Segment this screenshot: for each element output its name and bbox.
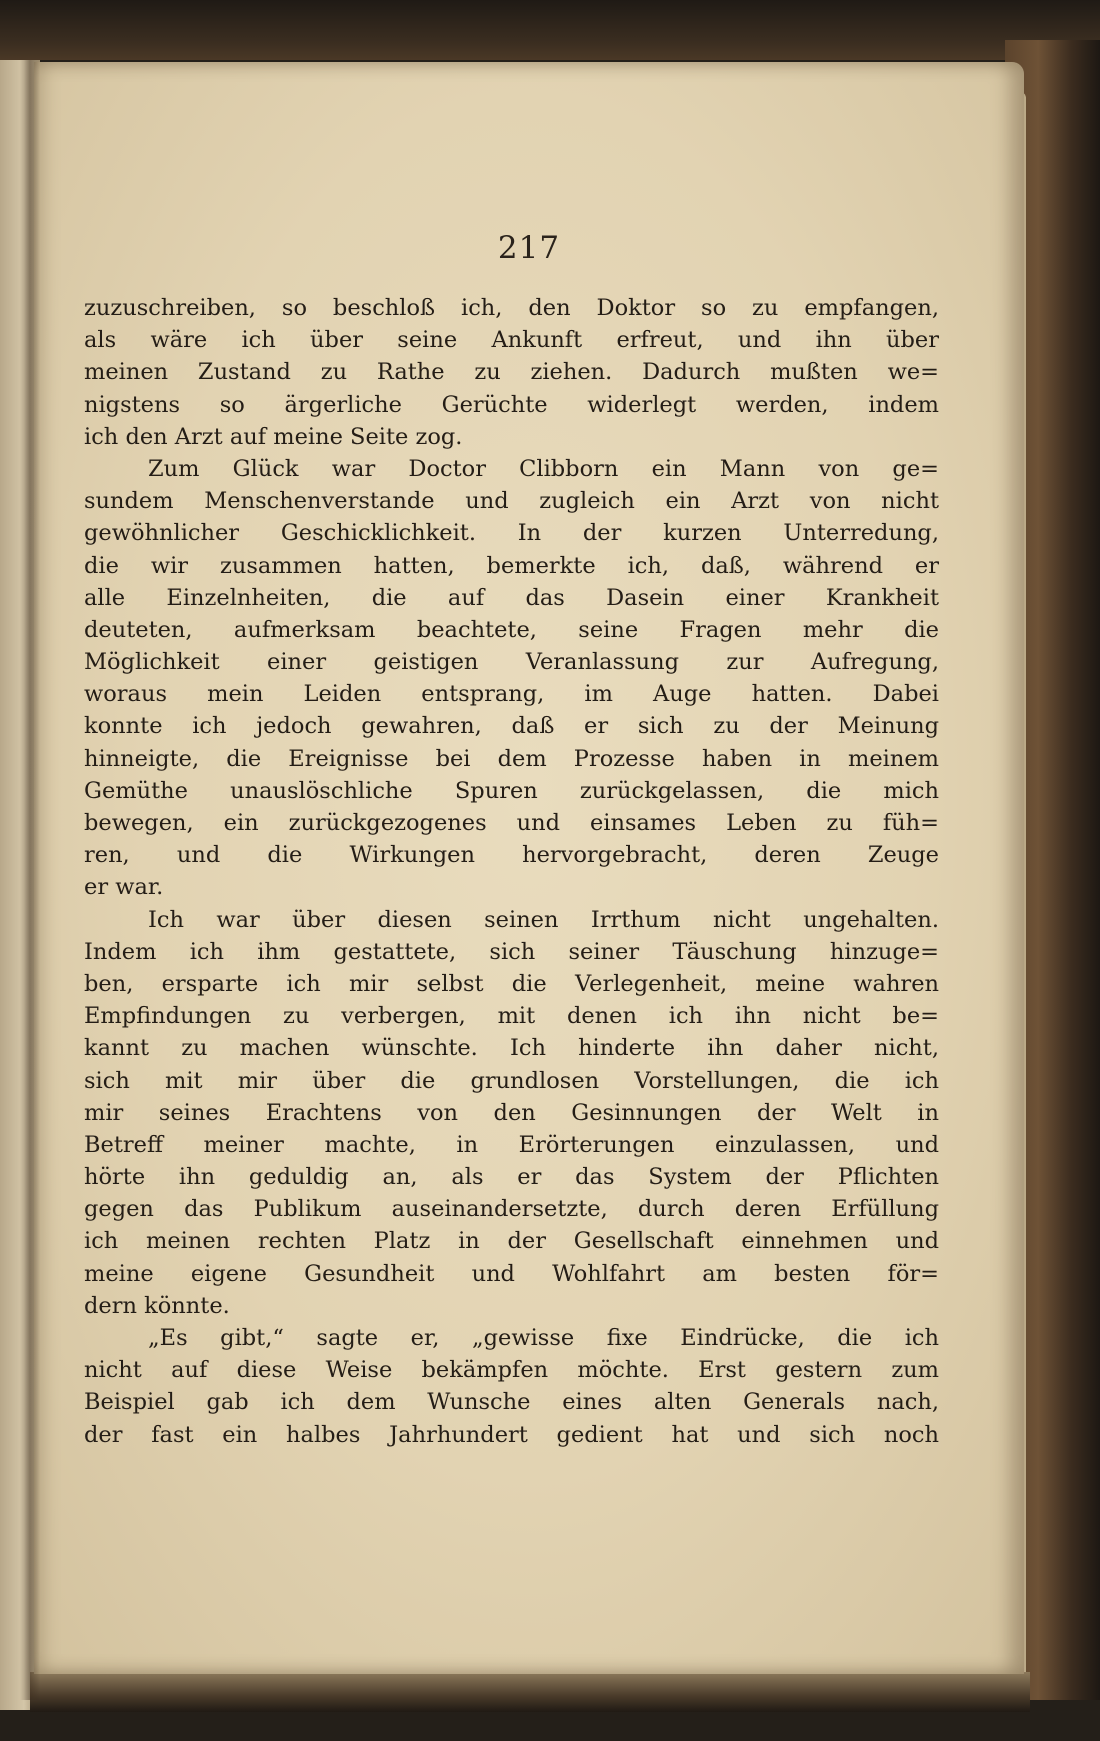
text-line: ren, und die Wirkungen hervorgebracht, deren Zeuge (84, 842, 939, 869)
text-line: nigstens so ärgerliche Gerüchte widerlegt werden, indem (84, 391, 939, 418)
text-line: meinen Zustand zu Rathe zu ziehen. Dadurch mußten we= (84, 359, 939, 386)
text-line: Möglichkeit einer geistigen Veranlassung zur Aufregung, (84, 649, 939, 676)
text-line: nicht auf diese Weise bekämpfen möchte. Erst gestern zum (84, 1357, 939, 1384)
text-line: Beispiel gab ich dem Wunsche eines alten Generals nach, (84, 1389, 939, 1416)
book-page (34, 62, 1024, 1674)
text-line: meine eigene Gesundheit und Wohlfahrt am besten för= (84, 1260, 939, 1287)
text-line: Zum Glück war Doctor Clibborn ein Mann von ge= (148, 455, 939, 482)
text-line: Empfindungen zu verbergen, mit denen ich ihn nicht be= (84, 1003, 939, 1030)
text-line: Ich war über diesen seinen Irrthum nicht ungehalten. (148, 906, 939, 933)
text-line: der fast ein halbes Jahrhundert gedient hat und sich noch (84, 1421, 939, 1448)
text-line: Indem ich ihm gestattete, sich seiner Täuschung hinzuge= (84, 938, 939, 965)
text-line: Gemüthe unauslöschliche Spuren zurückgelassen, die mich (84, 777, 939, 804)
text-line: gewöhnlicher Geschicklichkeit. In der kurzen Unterredung, (84, 520, 939, 547)
text-line: gegen das Publikum auseinandersetzte, durch deren Erfüllung (84, 1196, 939, 1223)
book-cover-top (0, 0, 1100, 60)
text-line: er war. (84, 874, 164, 901)
text-line: zuzuschreiben, so beschloß ich, den Doktor so zu empfangen, (84, 295, 939, 321)
text-line: konnte ich jedoch gewahren, daß er sich zu der Meinung (84, 713, 939, 740)
page-gutter (20, 60, 40, 1700)
text-line: hörte ihn geduldig an, als er das System der Pflichten (84, 1164, 939, 1191)
text-line: bewegen, ein zurückgezogenes und einsames Leben zu füh= (84, 810, 939, 836)
text-line: alle Einzelnheiten, die auf das Dasein einer Krankheit (84, 584, 939, 611)
text-line: dern könnte. (84, 1292, 230, 1319)
book-bottom-edge (30, 1672, 1030, 1712)
text-line: ben, ersparte ich mir selbst die Verlegenheit, meine wahren (84, 970, 939, 997)
body-text (84, 292, 939, 1451)
text-line: sich mit mir über die grundlosen Vorstellungen, die ich (84, 1067, 939, 1094)
text-line: ich den Arzt auf meine Seite zog. (84, 423, 463, 450)
text-line: kannt zu machen wünschte. Ich hinderte ihn daher nicht, (84, 1035, 939, 1062)
text-line: woraus mein Leiden entsprang, im Auge hatten. Dabei (84, 681, 939, 708)
text-line: sundem Menschenverstande und zugleich ein Arzt von nicht (84, 488, 939, 515)
text-line: mir seines Erachtens von den Gesinnungen der Welt in (84, 1099, 939, 1126)
text-line: hinneigte, die Ereignisse bei dem Prozesse haben in meinem (84, 745, 939, 772)
text-line: „Es gibt,“ sagte er, „gewisse fixe Eindrücke, die ich (148, 1325, 939, 1351)
text-line: ich meinen rechten Platz in der Gesellschaft einnehmen und (84, 1228, 939, 1255)
text-line: Betreff meiner machte, in Erörterungen einzulassen, und (84, 1131, 939, 1158)
text-line: deuteten, aufmerksam beachtete, seine Fragen mehr die (84, 616, 939, 643)
text-line: als wäre ich über seine Ankunft erfreut, und ihn über (84, 327, 939, 354)
page-number: 217 (497, 230, 561, 266)
text-line: die wir zusammen hatten, bemerkte ich, daß, während er (84, 552, 939, 579)
